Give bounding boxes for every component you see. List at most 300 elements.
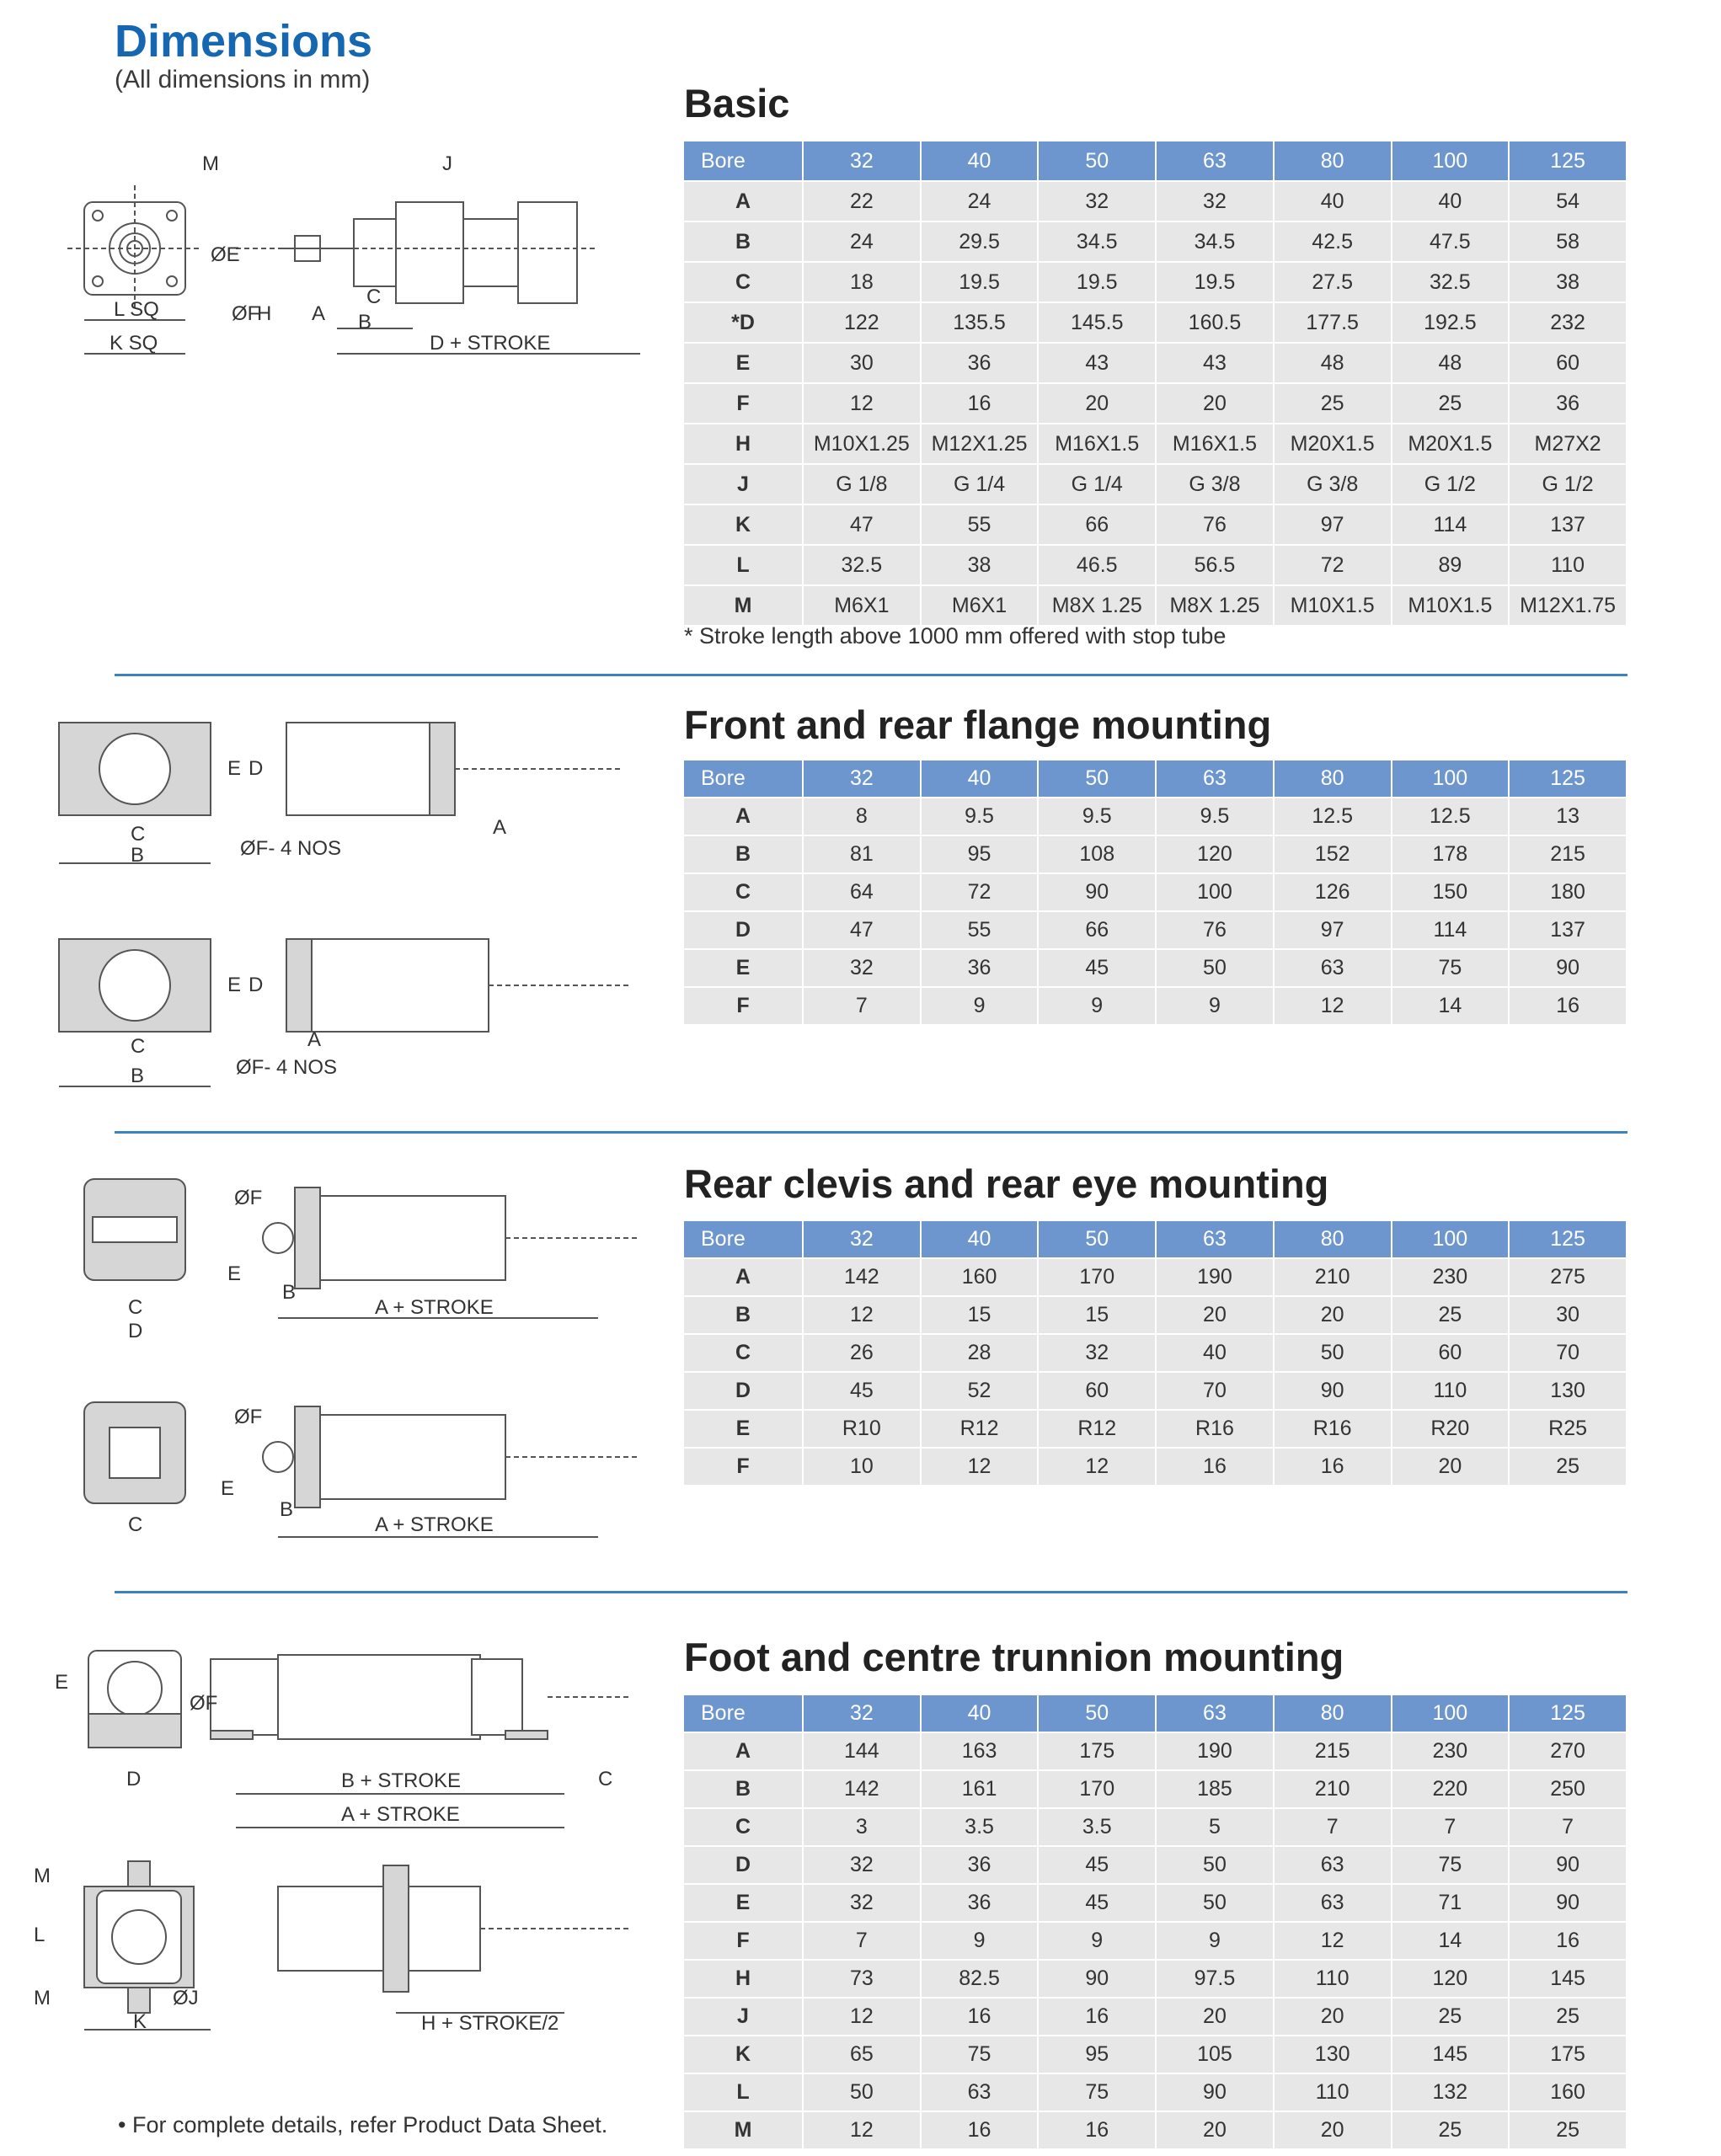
flange-label-a2: A	[307, 1028, 322, 1051]
table-cell: 14	[1392, 987, 1510, 1024]
table-cell: 12	[1038, 1448, 1156, 1485]
table-cell: 32.5	[803, 545, 921, 585]
row-label: F	[684, 987, 803, 1024]
table-cell: G 1/4	[921, 464, 1039, 504]
table-cell: 132	[1392, 2073, 1510, 2111]
table-cell: 32.5	[1392, 262, 1510, 302]
table-cell: 9	[921, 1922, 1039, 1960]
table-cell: 50	[1156, 949, 1274, 987]
table-cell: 76	[1156, 504, 1274, 545]
table-cell: 20	[1156, 1998, 1274, 2036]
bore-header: Bore	[684, 1221, 803, 1258]
table-cell: 55	[921, 504, 1039, 545]
bore-size-header: 40	[921, 760, 1039, 798]
table-header-row	[684, 1221, 1627, 1258]
table-cell: 12.5	[1392, 798, 1510, 835]
table-cell: 177.5	[1274, 302, 1392, 343]
table-cell: 215	[1509, 835, 1627, 873]
bore-size-header: 50	[1038, 1221, 1156, 1258]
table-cell: 90	[1156, 2073, 1274, 2111]
table-cell: 170	[1038, 1258, 1156, 1296]
table-cell: 27.5	[1274, 262, 1392, 302]
bore-size-header: 50	[1038, 1695, 1156, 1732]
table-cell: 190	[1156, 1258, 1274, 1296]
table-cell: R16	[1274, 1410, 1392, 1448]
table-cell: 3.5	[921, 1808, 1039, 1846]
table-cell: 18	[803, 262, 921, 302]
bore-size-header: 32	[803, 760, 921, 798]
table-cell: 24	[921, 181, 1039, 221]
row-label: H	[684, 1960, 803, 1998]
table-cell: G 1/2	[1509, 464, 1627, 504]
table-cell: 16	[1509, 1922, 1627, 1960]
table-cell: M6X1	[921, 585, 1039, 625]
table-cell: 25	[1392, 2111, 1510, 2148]
table-cell: 9	[1038, 1922, 1156, 1960]
table-row	[684, 262, 1627, 302]
flange-table	[684, 760, 1627, 1024]
bottom-note: • For complete details, refer Product Data Sheet.	[118, 2112, 608, 2137]
clevis-label-f1: ØF	[234, 1187, 263, 1209]
table-cell: 114	[1392, 911, 1510, 949]
table-row	[684, 383, 1627, 424]
foot-label-m2: M	[34, 1987, 51, 2009]
table-cell: 63	[1274, 1846, 1392, 1884]
row-label: C	[684, 1808, 803, 1846]
table-cell: 45	[1038, 1846, 1156, 1884]
label-f: ØF	[232, 302, 260, 325]
bore-size-header: 63	[1156, 760, 1274, 798]
table-cell: 34.5	[1156, 221, 1274, 262]
bore-header: Bore	[684, 760, 803, 798]
table-cell: 12	[803, 1296, 921, 1334]
table-cell: 160	[921, 1258, 1039, 1296]
table-cell: 90	[1509, 1884, 1627, 1922]
foot-label-j: ØJ	[173, 1987, 199, 2009]
table-cell: 64	[803, 873, 921, 911]
table-cell: M10X1.5	[1274, 585, 1392, 625]
table-cell: 72	[1274, 545, 1392, 585]
table-cell: 16	[921, 383, 1039, 424]
table-cell: 175	[1038, 1732, 1156, 1770]
table-cell: 12	[921, 1448, 1039, 1485]
table-cell: 32	[803, 949, 921, 987]
table-cell: 20	[1156, 383, 1274, 424]
table-cell: 48	[1392, 343, 1510, 383]
table-cell: 14	[1392, 1922, 1510, 1960]
table-cell: 9	[1156, 987, 1274, 1024]
table-cell: 90	[1509, 1846, 1627, 1884]
table-cell: 9.5	[921, 798, 1039, 835]
row-label: *D	[684, 302, 803, 343]
table-cell: 60	[1509, 343, 1627, 383]
row-label: D	[684, 911, 803, 949]
bore-size-header: 125	[1509, 760, 1627, 798]
table-cell: 34.5	[1038, 221, 1156, 262]
page-title: Dimensions	[115, 16, 373, 67]
bore-header: Bore	[684, 1695, 803, 1732]
table-cell: G 1/4	[1038, 464, 1156, 504]
section-title-basic: Basic	[684, 81, 790, 125]
label-c: C	[366, 286, 382, 308]
table-row	[684, 949, 1627, 987]
flange-label-c2: C	[131, 1035, 146, 1058]
table-cell: 25	[1274, 383, 1392, 424]
table-cell: 82.5	[921, 1960, 1039, 1998]
row-label: K	[684, 504, 803, 545]
table-cell: M10X1.25	[803, 424, 921, 464]
row-label: H	[684, 424, 803, 464]
table-cell: 122	[803, 302, 921, 343]
table-cell: R10	[803, 1410, 921, 1448]
table-row	[684, 798, 1627, 835]
table-cell: 12.5	[1274, 798, 1392, 835]
table-cell: 20	[1392, 1448, 1510, 1485]
flange-label-b1: B	[131, 844, 145, 867]
label-e: ØE	[211, 243, 240, 266]
table-row	[684, 1372, 1627, 1410]
clevis-label-e1: E	[227, 1262, 242, 1285]
table-row	[684, 2036, 1627, 2073]
table-cell: 110	[1509, 545, 1627, 585]
table-cell: 38	[921, 545, 1039, 585]
bore-size-header: 40	[921, 141, 1039, 181]
table-cell: 16	[1509, 987, 1627, 1024]
table-cell: 9	[1156, 1922, 1274, 1960]
label-lsq: L SQ	[114, 298, 159, 321]
table-cell: 9	[1038, 987, 1156, 1024]
row-label: A	[684, 1258, 803, 1296]
table-cell: 145	[1509, 1960, 1627, 1998]
row-label: D	[684, 1372, 803, 1410]
clevis-label-stroke1: A + STROKE	[375, 1296, 494, 1319]
table-cell: R12	[921, 1410, 1039, 1448]
table-cell: 25	[1392, 383, 1510, 424]
table-cell: 20	[1274, 1296, 1392, 1334]
table-cell: 130	[1274, 2036, 1392, 2073]
table-cell: 75	[1392, 949, 1510, 987]
row-label: J	[684, 464, 803, 504]
table-cell: 54	[1509, 181, 1627, 221]
table-cell: 7	[1392, 1808, 1510, 1846]
table-cell: 36	[921, 1846, 1039, 1884]
table-cell: 48	[1274, 343, 1392, 383]
clevis-label-c1: C	[128, 1296, 143, 1319]
table-cell: 47.5	[1392, 221, 1510, 262]
foot-label-astroke: A + STROKE	[341, 1803, 460, 1826]
table-row	[684, 1998, 1627, 2036]
bore-size-header: 100	[1392, 141, 1510, 181]
table-cell: 52	[921, 1372, 1039, 1410]
table-cell: 13	[1509, 798, 1627, 835]
table-cell: 32	[1038, 1334, 1156, 1372]
table-cell: 16	[1274, 1448, 1392, 1485]
table-row	[684, 1410, 1627, 1448]
flange-label-e1: E	[227, 757, 242, 780]
table-row	[684, 181, 1627, 221]
flange-label-holes1: ØF- 4 NOS	[240, 837, 342, 860]
table-cell: 230	[1392, 1732, 1510, 1770]
table-cell: 81	[803, 835, 921, 873]
table-cell: 30	[803, 343, 921, 383]
table-cell: 12	[803, 1998, 921, 2036]
table-cell: 32	[803, 1884, 921, 1922]
table-cell: 25	[1509, 1448, 1627, 1485]
foot-table	[684, 1695, 1627, 2148]
table-cell: 185	[1156, 1770, 1274, 1808]
table-row	[684, 873, 1627, 911]
clevis-label-d1: D	[128, 1320, 143, 1342]
flange-label-holes2: ØF- 4 NOS	[236, 1056, 338, 1079]
table-cell: M16X1.5	[1156, 424, 1274, 464]
table-cell: 105	[1156, 2036, 1274, 2073]
table-cell: 142	[803, 1258, 921, 1296]
table-cell: 60	[1392, 1334, 1510, 1372]
table-row	[684, 1258, 1627, 1296]
divider-1	[115, 674, 1627, 676]
table-cell: 32	[803, 1846, 921, 1884]
bore-size-header: 63	[1156, 141, 1274, 181]
bore-size-header: 50	[1038, 760, 1156, 798]
bore-size-header: 40	[921, 1221, 1039, 1258]
row-label: A	[684, 1732, 803, 1770]
table-cell: R20	[1392, 1410, 1510, 1448]
table-cell: 50	[1156, 1846, 1274, 1884]
bore-header: Bore	[684, 141, 803, 181]
row-label: C	[684, 262, 803, 302]
table-cell: 45	[1038, 949, 1156, 987]
table-cell: R12	[1038, 1410, 1156, 1448]
table-cell: 108	[1038, 835, 1156, 873]
table-cell: 12	[803, 2111, 921, 2148]
table-cell: 60	[1038, 1372, 1156, 1410]
table-cell: 16	[921, 2111, 1039, 2148]
bore-size-header: 100	[1392, 760, 1510, 798]
table-cell: 3.5	[1038, 1808, 1156, 1846]
bore-size-header: 100	[1392, 1695, 1510, 1732]
table-cell: 210	[1274, 1770, 1392, 1808]
table-cell: 130	[1509, 1372, 1627, 1410]
bore-size-header: 80	[1274, 760, 1392, 798]
row-label: C	[684, 873, 803, 911]
table-cell: 71	[1392, 1884, 1510, 1922]
table-cell: 90	[1509, 949, 1627, 987]
row-label: K	[684, 2036, 803, 2073]
table-cell: 170	[1038, 1770, 1156, 1808]
table-cell: 66	[1038, 504, 1156, 545]
foot-label-hstroke: H + STROKE/2	[421, 2012, 559, 2035]
table-cell: M16X1.5	[1038, 424, 1156, 464]
table-cell: 63	[1274, 1884, 1392, 1922]
row-label: B	[684, 835, 803, 873]
table-cell: 32	[1038, 181, 1156, 221]
table-cell: 45	[1038, 1884, 1156, 1922]
table-cell: 25	[1509, 2111, 1627, 2148]
bore-size-header: 125	[1509, 141, 1627, 181]
foot-label-c: C	[598, 1768, 613, 1790]
table-cell: 9.5	[1038, 798, 1156, 835]
table-cell: 28	[921, 1334, 1039, 1372]
table-cell: 114	[1392, 504, 1510, 545]
table-cell: M20X1.5	[1274, 424, 1392, 464]
row-label: B	[684, 1296, 803, 1334]
table-row	[684, 1448, 1627, 1485]
clevis-label-b2: B	[280, 1498, 294, 1521]
table-cell: 40	[1274, 181, 1392, 221]
table-cell: G 3/8	[1156, 464, 1274, 504]
table-row	[684, 987, 1627, 1024]
table-row	[684, 302, 1627, 343]
flange-label-c1: C	[131, 823, 146, 846]
row-label: J	[684, 1998, 803, 2036]
table-row	[684, 1960, 1627, 1998]
table-cell: 160	[1509, 2073, 1627, 2111]
foot-drawing	[25, 1642, 649, 2047]
foot-label-e: E	[55, 1671, 69, 1694]
table-cell: 232	[1509, 302, 1627, 343]
table-cell: 5	[1156, 1808, 1274, 1846]
table-cell: 66	[1038, 911, 1156, 949]
bore-size-header: 32	[803, 1221, 921, 1258]
table-row	[684, 2111, 1627, 2148]
table-cell: 90	[1038, 1960, 1156, 1998]
table-cell: M8X 1.25	[1156, 585, 1274, 625]
label-b: B	[358, 311, 372, 334]
table-cell: 137	[1509, 911, 1627, 949]
table-cell: 32	[1156, 181, 1274, 221]
table-cell: 7	[1509, 1808, 1627, 1846]
table-row	[684, 1334, 1627, 1372]
table-row	[684, 2073, 1627, 2111]
bore-size-header: 32	[803, 141, 921, 181]
table-cell: G 1/2	[1392, 464, 1510, 504]
foot-label-l: L	[34, 1924, 45, 1946]
table-cell: G 1/8	[803, 464, 921, 504]
bore-size-header: 80	[1274, 1695, 1392, 1732]
basic-drawing	[67, 152, 657, 387]
table-cell: 215	[1274, 1732, 1392, 1770]
table-cell: 110	[1392, 1372, 1510, 1410]
table-cell: 25	[1392, 1998, 1510, 2036]
table-cell: 24	[803, 221, 921, 262]
foot-label-f: ØF	[190, 1692, 218, 1715]
table-cell: 161	[921, 1770, 1039, 1808]
table-cell: 126	[1274, 873, 1392, 911]
label-d-stroke: D + STROKE	[430, 332, 551, 355]
table-cell: 100	[1156, 873, 1274, 911]
table-cell: M12X1.25	[921, 424, 1039, 464]
basic-table	[684, 141, 1627, 625]
clevis-label-f2: ØF	[234, 1406, 263, 1428]
table-cell: 20	[1156, 1296, 1274, 1334]
table-cell: 70	[1156, 1372, 1274, 1410]
table-cell: 97	[1274, 504, 1392, 545]
label-j: J	[442, 152, 452, 175]
table-cell: R16	[1156, 1410, 1274, 1448]
row-label: M	[684, 2111, 803, 2148]
table-cell: 45	[803, 1372, 921, 1410]
label-a: A	[312, 302, 326, 325]
table-cell: 25	[1509, 1998, 1627, 2036]
foot-label-d: D	[126, 1768, 142, 1790]
table-cell: 76	[1156, 911, 1274, 949]
table-row	[684, 1846, 1627, 1884]
table-row	[684, 424, 1627, 464]
flange-label-a1: A	[493, 816, 507, 839]
table-cell: 175	[1509, 2036, 1627, 2073]
bore-size-header: 125	[1509, 1221, 1627, 1258]
table-cell: 150	[1392, 873, 1510, 911]
row-label: E	[684, 1410, 803, 1448]
table-cell: 20	[1274, 2111, 1392, 2148]
table-row	[684, 545, 1627, 585]
table-cell: 19.5	[1038, 262, 1156, 302]
table-cell: 40	[1156, 1334, 1274, 1372]
table-cell: 90	[1038, 873, 1156, 911]
table-row	[684, 343, 1627, 383]
table-cell: 63	[921, 2073, 1039, 2111]
clevis-label-e2: E	[221, 1477, 235, 1500]
table-cell: 16	[1156, 1448, 1274, 1485]
table-row	[684, 1732, 1627, 1770]
flange-label-e2: E	[227, 974, 242, 996]
row-label: C	[684, 1334, 803, 1372]
table-cell: 50	[803, 2073, 921, 2111]
table-cell: 16	[1038, 1998, 1156, 2036]
clevis-label-c2: C	[128, 1513, 143, 1536]
table-cell: 26	[803, 1334, 921, 1372]
table-cell: 7	[1274, 1808, 1392, 1846]
clevis-label-stroke2: A + STROKE	[375, 1513, 494, 1536]
table-cell: 12	[803, 383, 921, 424]
table-row	[684, 1922, 1627, 1960]
table-cell: 12	[1274, 1922, 1392, 1960]
table-cell: 192.5	[1392, 302, 1510, 343]
row-label: A	[684, 181, 803, 221]
table-cell: 58	[1509, 221, 1627, 262]
row-label: A	[684, 798, 803, 835]
table-cell: 20	[1274, 1998, 1392, 2036]
table-cell: 137	[1509, 504, 1627, 545]
row-label: F	[684, 383, 803, 424]
table-cell: 75	[921, 2036, 1039, 2073]
table-cell: 8	[803, 798, 921, 835]
table-row	[684, 1296, 1627, 1334]
table-cell: 97.5	[1156, 1960, 1274, 1998]
table-header-row	[684, 1695, 1627, 1732]
table-cell: 120	[1156, 835, 1274, 873]
table-cell: 20	[1038, 383, 1156, 424]
table-row	[684, 1884, 1627, 1922]
table-cell: 90	[1274, 1372, 1392, 1410]
table-cell: 75	[1392, 1846, 1510, 1884]
table-cell: 275	[1509, 1258, 1627, 1296]
row-label: D	[684, 1846, 803, 1884]
row-label: L	[684, 2073, 803, 2111]
table-cell: 220	[1392, 1770, 1510, 1808]
table-cell: 43	[1156, 343, 1274, 383]
table-cell: 20	[1156, 2111, 1274, 2148]
table-cell: M10X1.5	[1392, 585, 1510, 625]
table-cell: 97	[1274, 911, 1392, 949]
bore-size-header: 63	[1156, 1695, 1274, 1732]
table-cell: 7	[803, 1922, 921, 1960]
table-row	[684, 585, 1627, 625]
table-cell: 70	[1509, 1334, 1627, 1372]
row-label: F	[684, 1448, 803, 1485]
table-cell: 56.5	[1156, 545, 1274, 585]
table-cell: 142	[803, 1770, 921, 1808]
